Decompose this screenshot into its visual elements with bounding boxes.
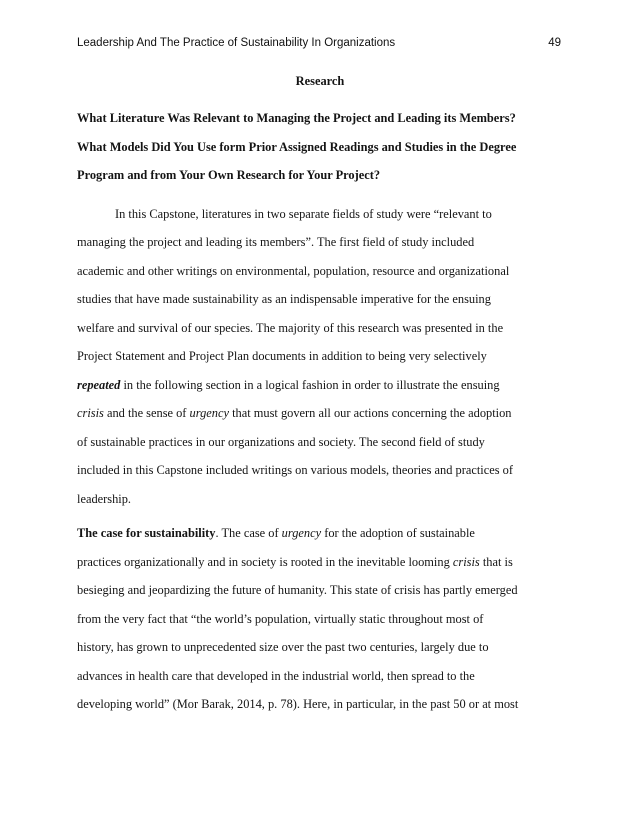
question-line: What Literature Was Relevant to Managing the Project and Leading its Members? (77, 111, 516, 125)
paragraph-line: In this Capstone, literatures in two separate fields of study were “relevant to (115, 206, 492, 221)
paragraph-line (77, 371, 563, 400)
running-title: Leadership And The Practice of Sustainability In Organizations (77, 37, 396, 49)
page-number: 49 (548, 37, 561, 49)
paragraph-line (77, 519, 563, 548)
paragraph-line: developing world” (Mor Barak, 2014, p. 78). Here, in particular, in the past 50 or at most (77, 697, 519, 711)
paragraph-line: from the very fact that “the world’s population, virtually static throughout most of (77, 611, 484, 626)
paragraph-line: welfare and survival of our species. The majority of this research was presented in the (77, 320, 504, 335)
emphasis-repeated: repeated (77, 377, 121, 392)
paragraph-text: and the sense of (103, 406, 190, 420)
paragraph-line: included in this Capstone included writings on various models, theories and practices of (77, 463, 513, 477)
paragraph-text: that must govern all our actions concerning the adoption (229, 406, 512, 420)
paragraph-text: . The case of (215, 526, 282, 540)
paragraph-text: that is (479, 554, 513, 569)
paragraph-line: besieging and jeopardizing the future of humanity. This state of crisis has partly emerged (77, 583, 518, 597)
section-heading: Research (295, 74, 345, 88)
emphasis-urgency: urgency (281, 526, 322, 540)
running-header (77, 37, 561, 49)
paragraph-line: leadership. (77, 491, 132, 506)
subsection-lead: The case for sustainability (77, 526, 216, 540)
paragraph-line: academic and other writings on environmental, population, resource and organizational (77, 263, 510, 278)
paragraph-line: studies that have made sustainability as an indispensable imperative for the ensuing (77, 292, 491, 306)
paragraph-text: practices organizationally and in society is rooted in the inevitable looming (77, 554, 453, 569)
question-line: What Models Did You Use form Prior Assigned Readings and Studies in the Degree (77, 139, 517, 154)
paragraph-text: in the following section in a logical fashion in order to illustrate the ensuing (120, 377, 500, 392)
emphasis-crisis: crisis (452, 554, 480, 569)
paragraph-line (77, 548, 563, 577)
emphasis-urgency: urgency (189, 406, 229, 420)
document-body (77, 66, 563, 719)
paragraph-line: history, has grown to unprecedented size over the past two centuries, largely due to (77, 640, 489, 654)
paragraph-line: of sustainable practices in our organizations and society. The second field of study (77, 434, 485, 449)
paragraph-line: managing the project and leading its members”. The first field of study included (77, 235, 475, 249)
paragraph-text: for the adoption of sustainable (321, 526, 475, 540)
question-line: Program and from Your Own Research for Your Project? (77, 168, 381, 182)
paragraph-line (77, 399, 563, 428)
emphasis-crisis: crisis (77, 406, 104, 420)
paragraph-line: Project Statement and Project Plan documents in addition to being very selectively (77, 349, 487, 363)
paragraph-line: advances in health care that developed in the industrial world, then spread to the (77, 668, 475, 683)
